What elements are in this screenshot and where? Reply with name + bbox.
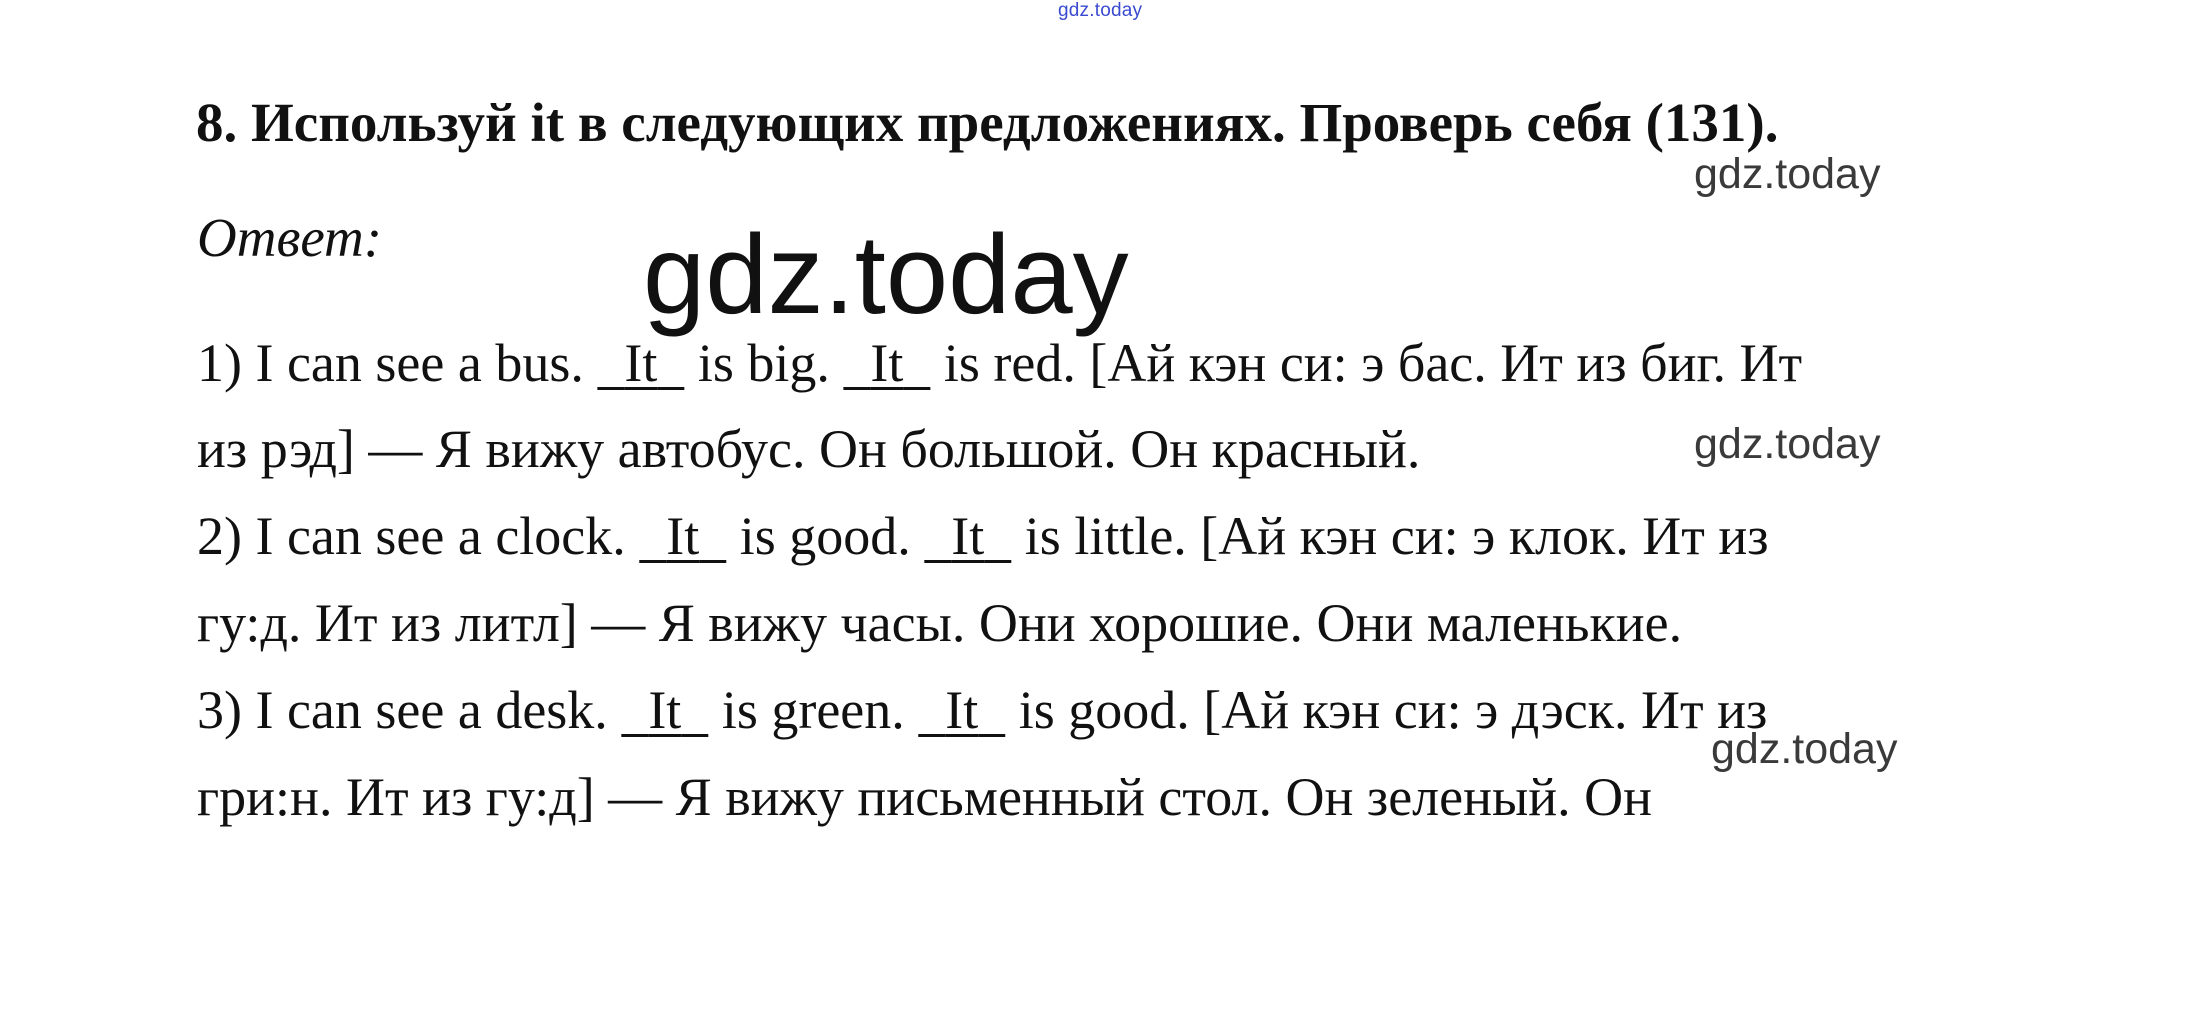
- item-2-blank-2: It: [951, 506, 985, 566]
- answer-item-3-line-2: гри:н. Ит из гу:д] — Я вижу письменный стол. Он зеленый. Он: [197, 767, 1653, 827]
- watermark-large: gdz.today: [643, 212, 1129, 337]
- item-3-text-c: is good. [Ай кэн си: э дэск. Ит из: [1018, 680, 1768, 740]
- item-2-text-b: is good.: [739, 506, 925, 566]
- item-1-blank-2: It: [870, 333, 904, 393]
- item-1-blank-1: It: [624, 333, 658, 393]
- watermark-1: gdz.today: [1694, 150, 1881, 198]
- task-heading: 8. Используй it в следующих предложениях. Проверь себя (131).: [196, 92, 1779, 153]
- answer-label: Ответ:: [197, 207, 383, 268]
- item-2-text-c: is little. [Ай кэн си: э клок. Ит из: [1024, 506, 1769, 566]
- watermark-top: gdz.today: [1058, 0, 1143, 21]
- answer-item-2-line-2: гу:д. Ит из литл] — Я вижу часы. Они хорошие. Они маленькие.: [197, 593, 1683, 653]
- item-3-blank-2: It: [945, 680, 979, 740]
- watermark-2: gdz.today: [1694, 420, 1881, 468]
- answer-item-2-line-1: [197, 503, 1769, 569]
- item-1-text-c: is red. [Ай кэн си: э бас. Ит из биг. Ит: [943, 333, 1803, 393]
- answer-item-3-line-1: [197, 677, 1767, 743]
- watermark-3: gdz.today: [1711, 725, 1898, 773]
- item-3-text-a: 3) I can see a desk.: [197, 680, 622, 740]
- item-2-blank-1: It: [666, 506, 700, 566]
- item-3-blank-1: It: [648, 680, 682, 740]
- item-1-text-a: 1) I can see a bus.: [197, 333, 598, 393]
- item-1-text-b: is big.: [697, 333, 844, 393]
- answer-item-1-line-2: из рэд] — Я вижу автобус. Он большой. Он красный.: [197, 419, 1421, 479]
- item-3-text-b: is green.: [721, 680, 919, 740]
- answer-item-1-line-1: [197, 330, 1802, 396]
- item-2-text-a: 2) I can see a clock.: [197, 506, 640, 566]
